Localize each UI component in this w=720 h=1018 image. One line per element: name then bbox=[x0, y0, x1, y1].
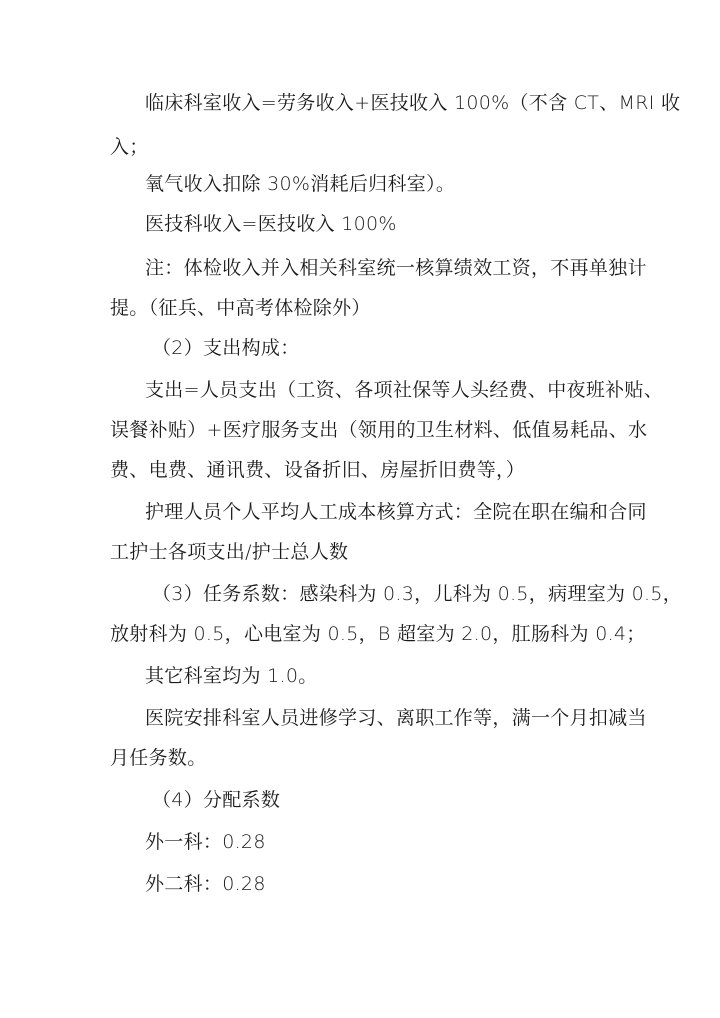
paragraph-line: 注：体检收入并入相关科室统一核算绩效工资，不再单独计 bbox=[145, 257, 647, 279]
paragraph-line: （3）任务系数：感染科为 0.3，儿科为 0.5，病理室为 0.5， bbox=[152, 583, 683, 605]
paragraph-line: 氧气收入扣除 30%消耗后归科室）。 bbox=[145, 173, 456, 195]
paragraph-line: 支出=人员支出（工资、各项社保等人头经费、中夜班补贴、 bbox=[145, 379, 664, 401]
paragraph-line: 临床科室收入=劳务收入+医技收入 100%（不含 CT、MRI 收 bbox=[145, 92, 681, 114]
paragraph-line: 误餐补贴）+医疗服务支出（领用的卫生材料、低值易耗品、水 bbox=[110, 419, 648, 441]
coefficient-line: 外二科：0.28 bbox=[145, 873, 266, 895]
paragraph-line: 医技科收入=医技收入 100% bbox=[145, 213, 397, 235]
paragraph-line: 费、电费、通讯费、设备折旧、房屋折旧费等，） bbox=[110, 459, 526, 481]
paragraph-line: 其它科室均为 1.0。 bbox=[145, 665, 318, 687]
section-heading: （2）支出构成： bbox=[152, 337, 300, 359]
paragraph-line: 放射科为 0.5，心电室为 0.5，B 超室为 2.0，肛肠科为 0.4； bbox=[110, 623, 646, 645]
paragraph-line: 入； bbox=[110, 136, 149, 158]
paragraph-line: 月任务数。 bbox=[110, 747, 207, 769]
coefficient-line: 外一科：0.28 bbox=[145, 831, 266, 853]
paragraph-line: 工护士各项支出/护士总人数 bbox=[110, 541, 349, 563]
section-heading: （4）分配系数 bbox=[152, 789, 281, 811]
paragraph-line: 医院安排科室人员进修学习、离职工作等，满一个月扣减当 bbox=[145, 707, 647, 729]
paragraph-line: 提。（征兵、中高考体检除外） bbox=[110, 297, 371, 319]
paragraph-line: 护理人员个人平均人工成本核算方式：全院在职在编和合同 bbox=[145, 501, 647, 523]
